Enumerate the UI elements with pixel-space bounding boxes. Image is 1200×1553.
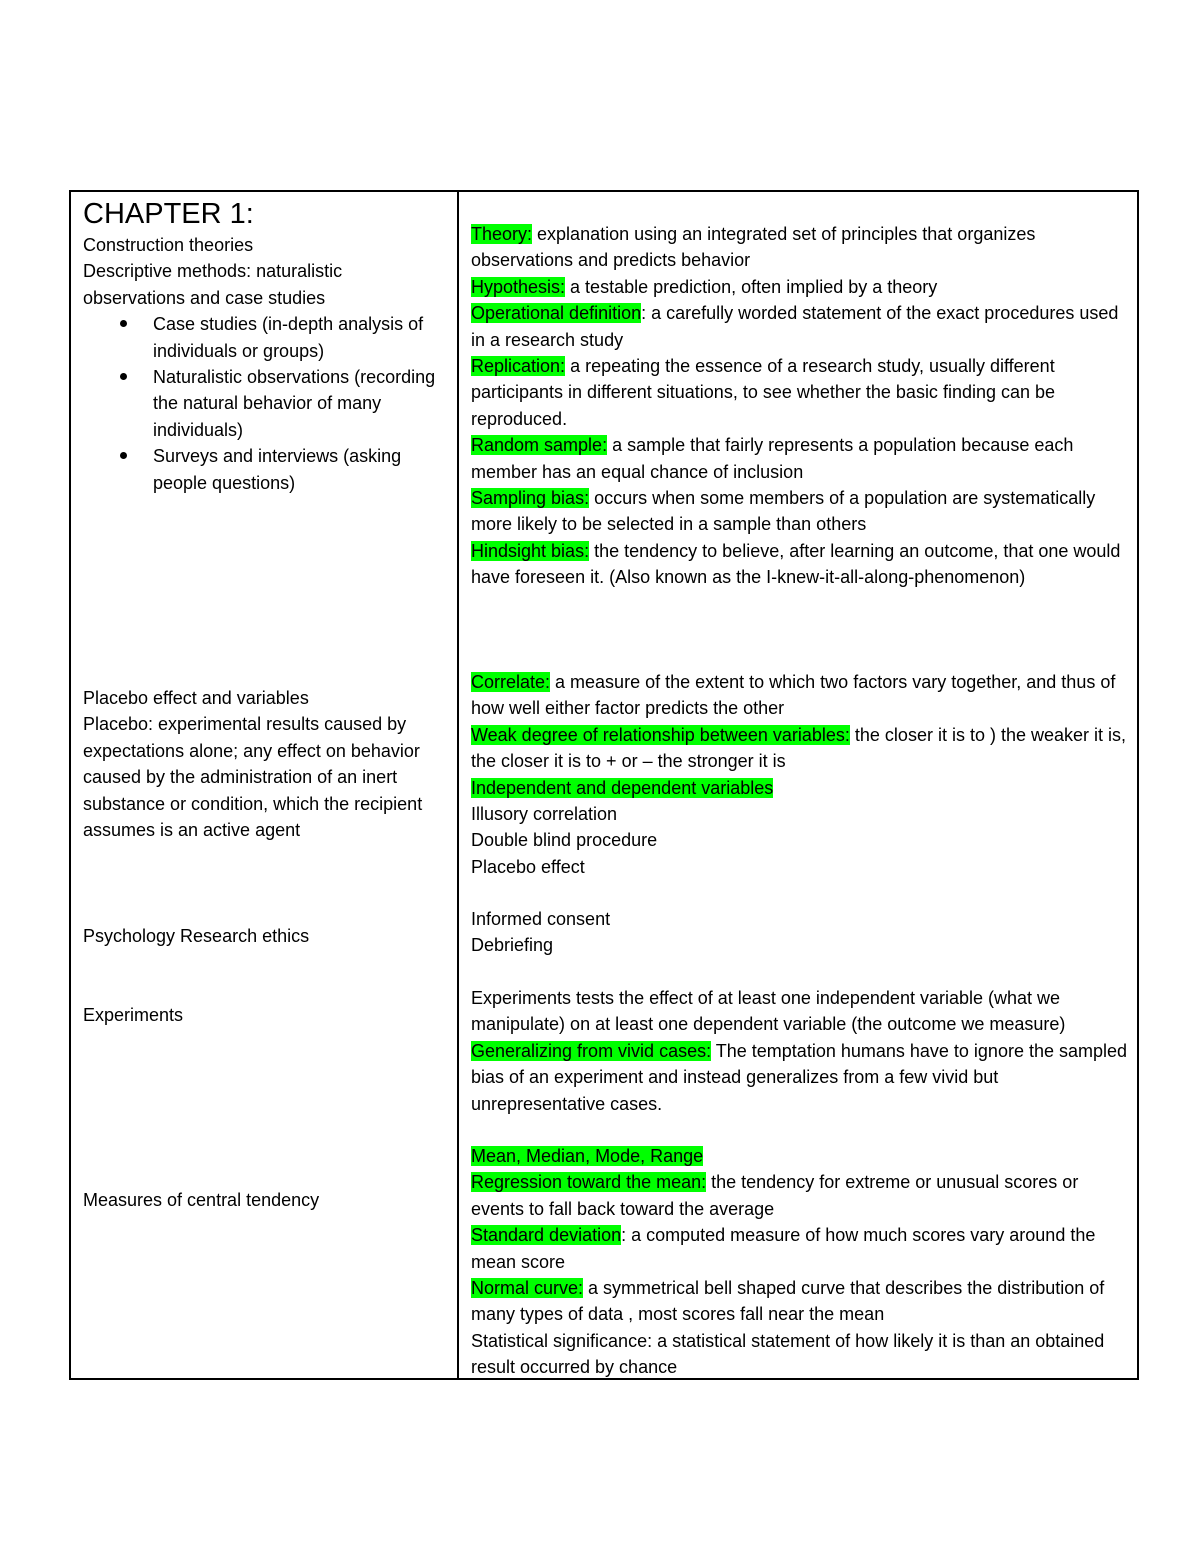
ethics-block [471, 906, 1129, 959]
operational-entry: Operational definition: a carefully worded statement of the exact procedures used in a research study [471, 303, 1119, 350]
correlate-entry: Correlate: a measure of the extent to which two factors vary together, and thus of how well either factor predicts the other [471, 672, 1116, 719]
experiments-text: Experiments tests the effect of at least one independent variable (what we manipulate) on at least one dependent variable (the outcome we measure) [471, 988, 1066, 1035]
experiments-block [471, 985, 1129, 1117]
vivid-cases-term: Generalizing from vivid cases: [471, 1040, 712, 1061]
chapter-title: CHAPTER 1: [83, 198, 254, 230]
informed-consent: Informed consent [471, 909, 611, 929]
regression-entry: Regression toward the mean: the tendency for extreme or unusual scores or events to fall back toward the average [471, 1172, 1079, 1219]
list-item: Case studies (in-depth analysis of individuals or groups) [153, 311, 449, 364]
chapter-intro-block [83, 196, 449, 496]
weak-degree-term: Weak degree of relationship between variables: [471, 724, 850, 745]
hypothesis-term: Hypothesis: [471, 276, 566, 297]
definitions-column [459, 192, 1137, 1378]
intro-line: Descriptive methods: naturalistic observations and case studies [83, 261, 343, 308]
significance-text: Statistical significance: a statistical statement of how likely it is than an obtained result occurred by chance [471, 1330, 1105, 1378]
central-tendency-heading: Measures of central tendency [83, 1190, 320, 1210]
normal-curve-entry: Normal curve: a symmetrical bell shaped curve that describes the distribution of many types of data , most scores fall near the mean [471, 1278, 1105, 1325]
placebo-effect: Placebo effect [471, 856, 585, 877]
weak-degree-entry: Weak degree of relationship between variables: the closer it is to ) the weaker it is, the closer it is to + or – the stronger it is [471, 724, 1127, 772]
correlate-term: Correlate: [471, 672, 551, 692]
list-item: Naturalistic observations (recording the natural behavior of many individuals) [153, 364, 449, 443]
sampling-bias-term: Sampling bias: [471, 488, 590, 509]
operational-term: Operational definition [471, 303, 642, 324]
definitions-block-1 [471, 221, 1129, 591]
list-item: Surveys and interviews (asking people questions) [153, 443, 449, 496]
mean-entry [471, 1143, 1129, 1169]
illusory-correlation: Illusory correlation [471, 804, 618, 825]
double-blind: Double blind procedure [471, 830, 658, 851]
normal-curve-term: Normal curve: [471, 1278, 584, 1299]
regression-term: Regression toward the mean: [471, 1172, 707, 1193]
ethics-heading: Psychology Research ethics [83, 926, 310, 946]
notes-table [69, 190, 1139, 1380]
hindsight-term: Hindsight bias: [471, 540, 590, 561]
definitions-block-2 [471, 669, 1129, 880]
theory-entry: Theory: explanation using an integrated set of principles that organizes observations and predicts behavior [471, 224, 1036, 271]
methods-list [83, 311, 449, 496]
placebo-heading: Placebo effect and variables [83, 688, 309, 708]
variables-term: Independent and dependent variables [471, 777, 774, 798]
hypothesis-entry: Hypothesis: a testable prediction, often implied by a theory [471, 276, 938, 297]
placebo-block [83, 685, 449, 843]
random-sample-entry: Random sample: a sample that fairly represents a population because each member has an equal chance of inclusion [471, 435, 1074, 482]
mean-term: Mean, Median, Mode, Range [471, 1146, 704, 1166]
sampling-bias-entry: Sampling bias: occurs when some members of a population are systematically more likely to be selected in a sample than others [471, 488, 1096, 535]
variables-entry [471, 775, 1129, 801]
intro-line: Construction theories [83, 235, 254, 255]
theory-term: Theory: [471, 224, 533, 244]
stddev-entry: Standard deviation: a computed measure of how much scores vary around the mean score [471, 1225, 1096, 1272]
experiments-heading: Experiments [83, 1005, 184, 1025]
debriefing: Debriefing [471, 935, 554, 956]
statistics-block [471, 1143, 1129, 1381]
random-sample-term: Random sample: [471, 435, 608, 456]
replication-term: Replication: [471, 356, 566, 377]
stddev-term: Standard deviation [471, 1225, 622, 1246]
vivid-cases-entry: Generalizing from vivid cases: The temptation humans have to ignore the sampled bias of an experiment and instead generalizes from a few vivid but unrepresentative cases. [471, 1040, 1128, 1114]
hindsight-entry: Hindsight bias: the tendency to believe, after learning an outcome, that one would have foreseen it. (Also known as the I-knew-it-all-along-phenomenon) [471, 540, 1121, 588]
placebo-text: Placebo: experimental results caused by expectations alone; any effect on behavior caused by the administration of an inert substance or condition, which the recipient assumes is an active agent [83, 714, 423, 841]
replication-entry: Replication: a repeating the essence of a research study, usually different participants in different situations, to see whether the basic finding can be reproduced. [471, 356, 1056, 429]
topics-column [71, 192, 459, 1378]
